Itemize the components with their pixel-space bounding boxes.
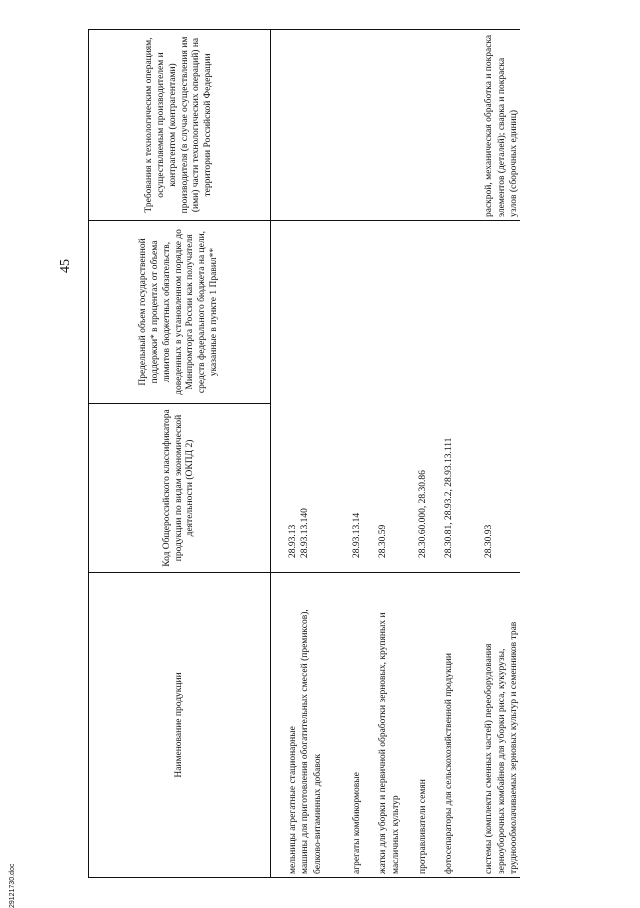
table-row bbox=[443, 30, 483, 878]
product-name-cell: жатки для уборки и первичной обработки зерновых, крупяных и масличных культур bbox=[377, 573, 417, 878]
okpd-code-cell: 28.30.59 bbox=[378, 524, 389, 558]
okpd-code-cell: 28.93.13.140 bbox=[300, 508, 311, 558]
header-tech-requirements: Требования к технологическим операциям, осуществляемым производителем и контрагентом (контрагентами) производителя (в случае осуществления им (ими) части технологических операций) на территории Российской Федерации bbox=[89, 30, 271, 221]
requirements-cell bbox=[443, 30, 483, 221]
requirements-cell bbox=[299, 30, 351, 221]
support-limit-cell bbox=[443, 221, 483, 404]
okpd-code-cell: 28.93.13.14 bbox=[352, 512, 363, 558]
product-name-cell: машины для приготовления обогатительных смесей (премиксов), белково-витаминных добавок bbox=[299, 573, 351, 878]
table-row bbox=[271, 30, 300, 878]
header-product-name: Наименование продукции bbox=[89, 573, 271, 878]
page-number: 45 bbox=[58, 259, 73, 273]
requirements-cell bbox=[417, 30, 443, 221]
product-name-cell: мельницы агрегатные стационарные bbox=[271, 573, 300, 878]
product-name-cell: агрегаты комбикормовые bbox=[351, 573, 377, 878]
support-limit-cell bbox=[377, 221, 417, 404]
okpd-code-cell: 28.30.93 bbox=[484, 524, 495, 558]
okpd-code-cell: 28.93.13 bbox=[288, 524, 298, 558]
okpd-code-cell: 28.30.60.000, 28.30.86 bbox=[418, 470, 429, 558]
product-name-cell: протравливатели семян bbox=[417, 573, 443, 878]
product-name-cell: фотосепараторы для сельскохозяйственной продукции bbox=[443, 573, 483, 878]
okpd-code-cell: 28.30.81, 28.93.2, 28.93.13.111 bbox=[444, 437, 455, 558]
requirements-cell bbox=[351, 30, 377, 221]
product-name-cell: системы (комплекты сменных частей) переоборудования зерноуборочных комбайнов для уборки риса, кукурузы, трудноообмолачиваемых зерновых культур и семенников трав bbox=[483, 573, 520, 878]
header-okpd-code: Код Общероссийского классификатора продукции по видам экономической деятельности (ОКПД 2) bbox=[89, 404, 271, 573]
products-table-rotated bbox=[88, 34, 520, 878]
table-row bbox=[377, 30, 417, 878]
header-support-limit: Предельный объем государственной поддержки* в процентах от объема лимитов бюджетных обязательств, доведенных в установленном порядке до Минпромторга России как получателя средств федерального бюджета на цели, указанные в пункте 1 Правил** bbox=[89, 221, 271, 404]
products-table bbox=[88, 29, 520, 878]
table-row bbox=[417, 30, 443, 878]
table-row bbox=[483, 30, 520, 878]
support-limit-cell bbox=[299, 221, 351, 404]
requirements-cell: раскрой, механическая обработка и покраска элементов (деталей); сварка и покраска узлов (сборочных единиц) bbox=[483, 30, 520, 221]
requirements-cell bbox=[377, 30, 417, 221]
support-limit-cell bbox=[483, 221, 520, 404]
document-file-code: 29121730.doc bbox=[9, 863, 16, 908]
table-row bbox=[299, 30, 351, 878]
table-row bbox=[351, 30, 377, 878]
header-row bbox=[89, 30, 271, 878]
support-limit-cell bbox=[417, 221, 443, 404]
requirements-cell bbox=[271, 30, 300, 221]
support-limit-cell bbox=[351, 221, 377, 404]
support-limit-cell bbox=[271, 221, 300, 404]
